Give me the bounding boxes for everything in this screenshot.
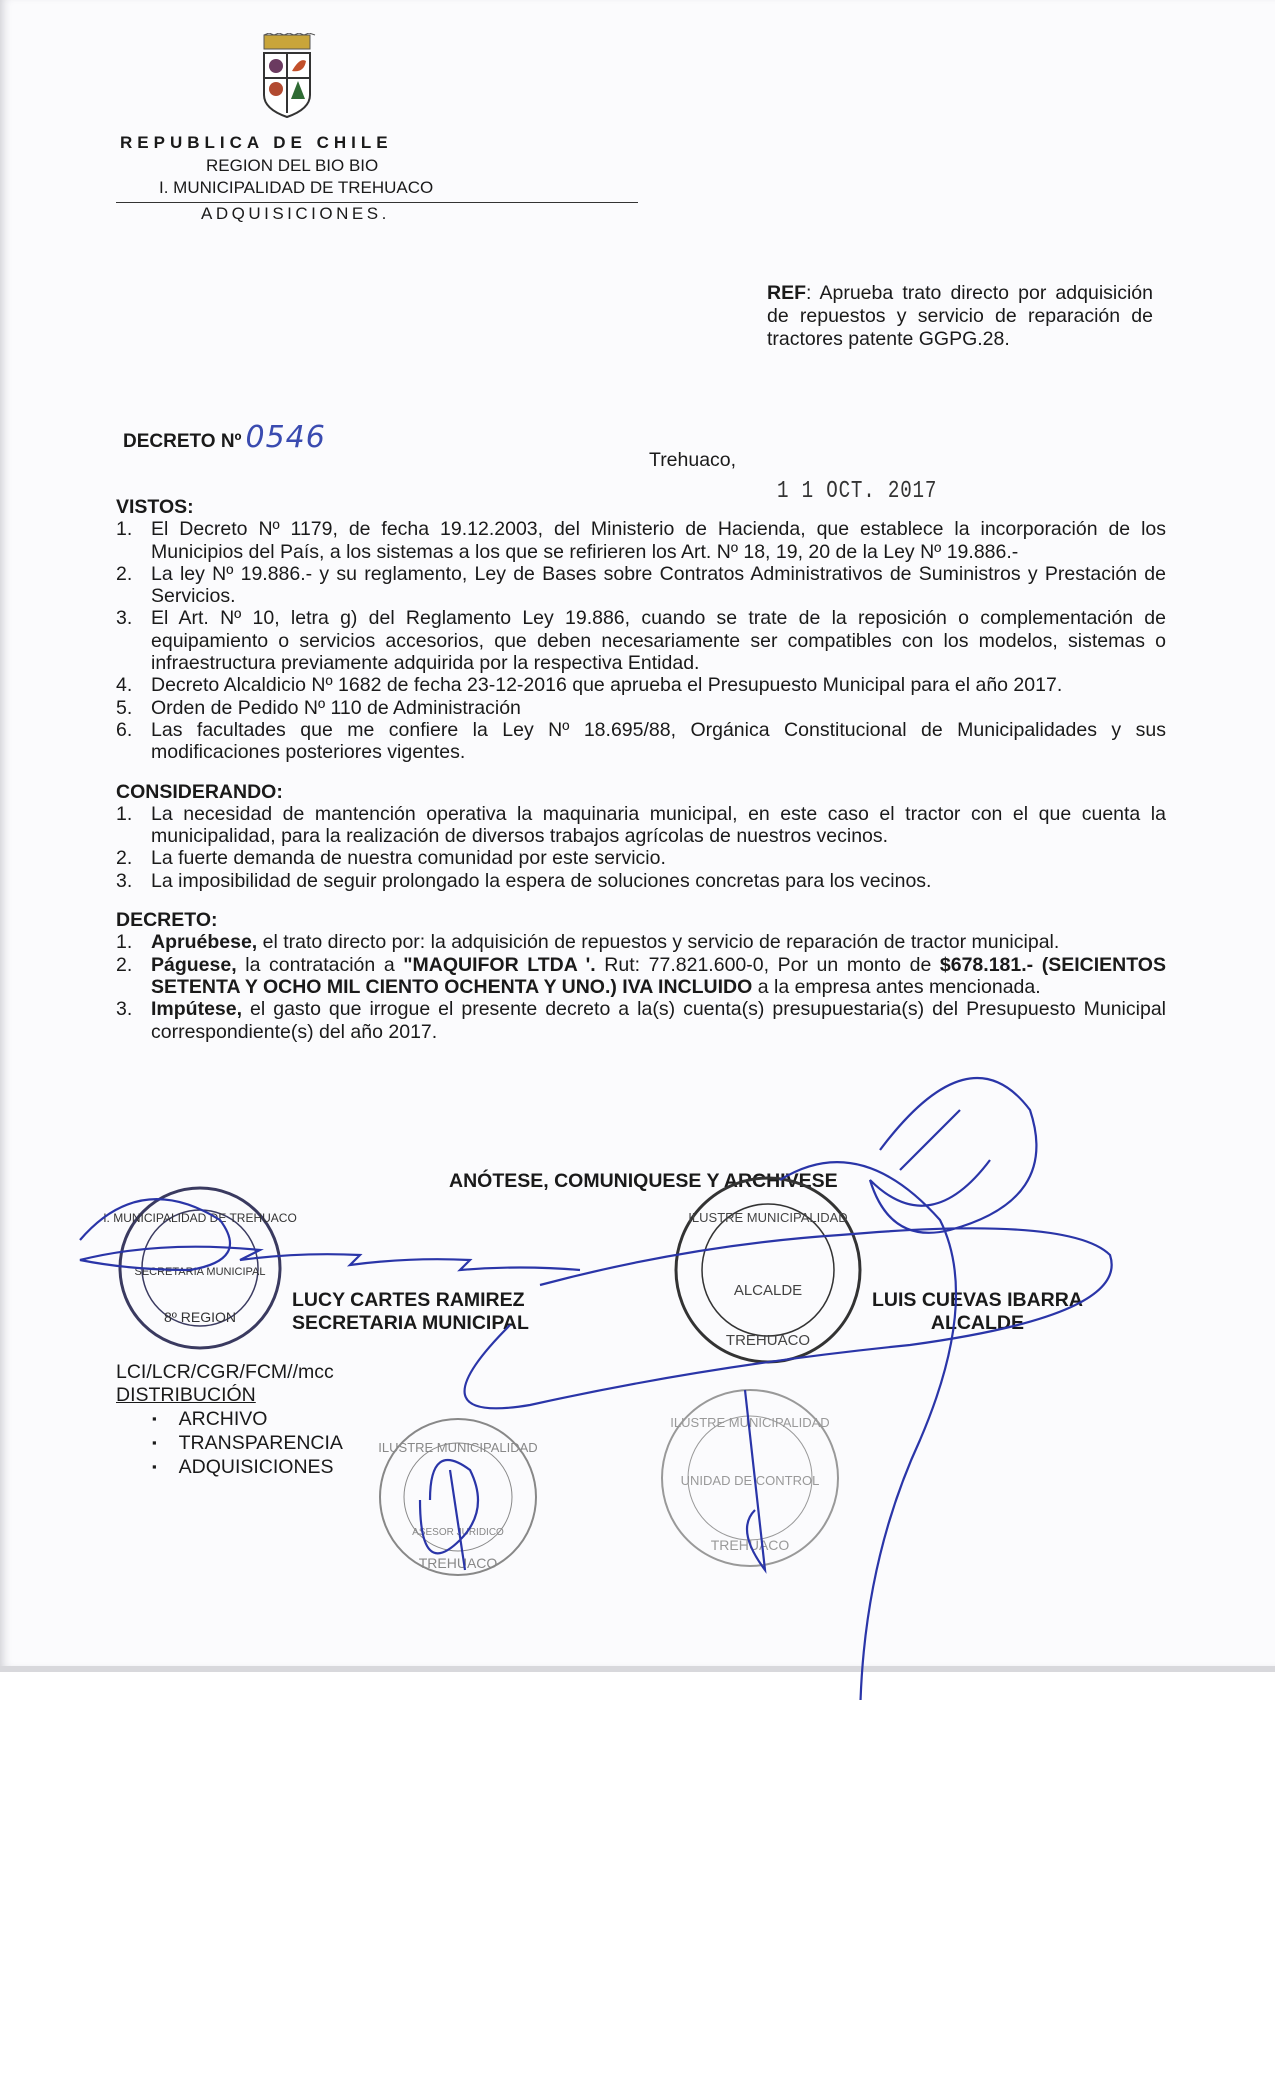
item-text: el gasto que irrogue el presente decreto a la(s) cuenta(s) presupuestaria(s) del Presupuesto Municipal correspondiente(s) del año 2017. (151, 998, 1166, 1043)
decreto-title: DECRETO: (116, 909, 218, 932)
list-item: 1. El Decreto Nº 1179, de fecha 19.12.2003, del Ministerio de Hacienda, que establece la incorporación de los Municipios del País, a los sistemas a los que se refirieren los Art. Nº 18, 19, 20 de la Ley Nº 19.886.- (116, 518, 1166, 563)
stamp-text: TREHUACO (418, 1555, 498, 1571)
initials: LCI/LCR/CGR/FCM//mcc (116, 1361, 334, 1383)
ref-label: REF (767, 282, 806, 304)
decreto-list (116, 931, 1166, 1042)
closing-formula: ANÓTESE, COMUNIQUESE Y ARCHIVESE (449, 1170, 838, 1192)
decree-number (123, 420, 326, 455)
vistos-list (116, 518, 1166, 763)
item-text: la contratación a (236, 953, 404, 976)
list-item: 1. La necesidad de mantención operativa la maquinaria municipal, en este caso el tractor con el que cuenta la municipalidad, para la realización de diversos trabajos agrícolas de nuestros vecinos. (116, 802, 1166, 848)
stamp-text: TREHUACO (725, 1332, 811, 1349)
list-item: 4. Decreto Alcaldicio Nº 1682 de fecha 23-12-2016 que aprueba el Presupuesto Municipal para el año 2017. (116, 674, 1063, 697)
item-keyword: Impútese, (151, 998, 243, 1021)
list-item: 2. Páguese, la contratación a "MAQUIFOR LTDA '. Rut: 77.821.600-0, Por un monto de $678.181.- (SEICIENTOS SETENTA Y OCHO MIL CIENTO OCHENTA Y UNO.) IVA INCLUIDO a la empresa antes mencionada. (116, 953, 1166, 998)
list-item: 3. Impútese, el gasto que irrogue el presente decreto a la(s) cuenta(s) presupuestaria(s) del Presupuesto Municipal correspondiente(s) del año 2017. (116, 998, 1166, 1043)
municipal-crest-logo (254, 33, 320, 119)
amount: $678.181.- (SEICIENTOS SETENTA Y OCHO MIL CIENTO OCHENTA Y UNO.) IVA INCLUIDO (151, 953, 1166, 998)
stamp-text: ASESOR JURIDICO (412, 1527, 504, 1538)
header-department: ADQUISICIONES. (201, 204, 390, 223)
signatory-title: ALCALDE (930, 1312, 1025, 1334)
decree-number-value: 0546 (245, 420, 326, 455)
stamp-text: UNIDAD DE CONTROL (680, 1473, 820, 1488)
stamp-text: ILUSTRE MUNICIPALIDAD (378, 1440, 538, 1455)
list-item: ▪ ADQUISICIONES (152, 1455, 343, 1479)
item-text: a la empresa antes mencionada. (752, 975, 1041, 998)
stamp-text: TREHUACO (710, 1537, 790, 1553)
decree-body (116, 496, 1166, 1043)
distribution-list (116, 1407, 343, 1479)
stamp-text: ILUSTRE MUNICIPALIDAD (670, 1415, 830, 1430)
list-item: 3. La imposibilidad de seguir prolongado la espera de soluciones concretas para los vecinos. (116, 869, 932, 892)
list-item: 1. Apruébese, el trato directo por: la adquisición de repuestos y servicio de reparación de tractor municipal. (116, 931, 1060, 954)
item-text: el trato directo por: la adquisición de repuestos y servicio de reparación de tractor municipal. (257, 931, 1060, 954)
header-municipality: I. MUNICIPALIDAD DE TREHUACO (159, 178, 434, 197)
signatory-name: LUCY CARTES RAMIREZ (292, 1289, 525, 1311)
list-item: 6. Las facultades que me confiere la Ley Nº 18.695/88, Orgánica Constitucional de Municipalidades y sus modificaciones posteriores vigentes. (116, 718, 1166, 764)
stamp-text: 8º REGION (163, 1309, 237, 1325)
distribution-title: DISTRIBUCIÓN (116, 1384, 256, 1406)
signatory-title: SECRETARIA MUNICIPAL (292, 1312, 529, 1334)
list-item: 5. Orden de Pedido Nº 110 de Administración (116, 696, 521, 719)
header-divider (116, 202, 638, 203)
stamp-text: SECRETARIA MUNICIPAL (134, 1266, 266, 1278)
ref-text: : Aprueba trato directo por adquisición de repuestos y servicio de reparación de tractores patente GGPG.28. (767, 282, 1153, 350)
list-item: 2. La fuerte demanda de nuestra comunidad por este servicio. (116, 847, 666, 870)
item-keyword: Páguese, (151, 953, 237, 976)
date-stamp: 1 1 OCT. 2017 (777, 478, 938, 505)
item-text: Rut: 77.821.600-0, Por un monto de (595, 953, 940, 976)
reference-block (767, 282, 1153, 351)
considerando-list (116, 803, 1166, 892)
list-item: 2. La ley Nº 19.886.- y su reglamento, Ley de Bases sobre Contratos Administrativos de Suministros y Prestación de Servicios. (116, 562, 1166, 608)
signatory-mayor (872, 1289, 1083, 1335)
stamp-text: ALCALDE (733, 1282, 803, 1299)
header-region: REGION DEL BIO BIO (206, 156, 379, 175)
distribution-block (116, 1361, 343, 1479)
stamp-text: ILUSTRE MUNICIPALIDAD (688, 1210, 848, 1225)
considerando-title: CONSIDERANDO: (116, 780, 283, 803)
supplier-name: "MAQUIFOR LTDA '. (403, 953, 596, 976)
place: Trehuaco, (649, 449, 737, 471)
list-item: ▪ ARCHIVO (152, 1407, 343, 1431)
header-country: REPUBLICA DE CHILE (120, 133, 393, 152)
list-item: 3. El Art. Nº 10, letra g) del Reglamento Ley 19.886, cuando se trate de la reposición o complementación de equipamiento o servicios accesorios, que deben necesariamente ser compatibles con los modelos, sistemas o infraestructura previamente adquirida por la respectiva Entidad. (116, 607, 1166, 675)
signatory-name: LUIS CUEVAS IBARRA (872, 1289, 1083, 1311)
stamp-text: I. MUNICIPALIDAD DE TREHUACO (103, 1211, 297, 1225)
signatory-secretary (292, 1289, 529, 1335)
list-item: ▪ TRANSPARENCIA (152, 1431, 343, 1455)
vistos-title: VISTOS: (116, 496, 194, 518)
item-keyword: Apruébese, (151, 931, 258, 954)
decree-number-label: DECRETO Nº (123, 431, 242, 452)
